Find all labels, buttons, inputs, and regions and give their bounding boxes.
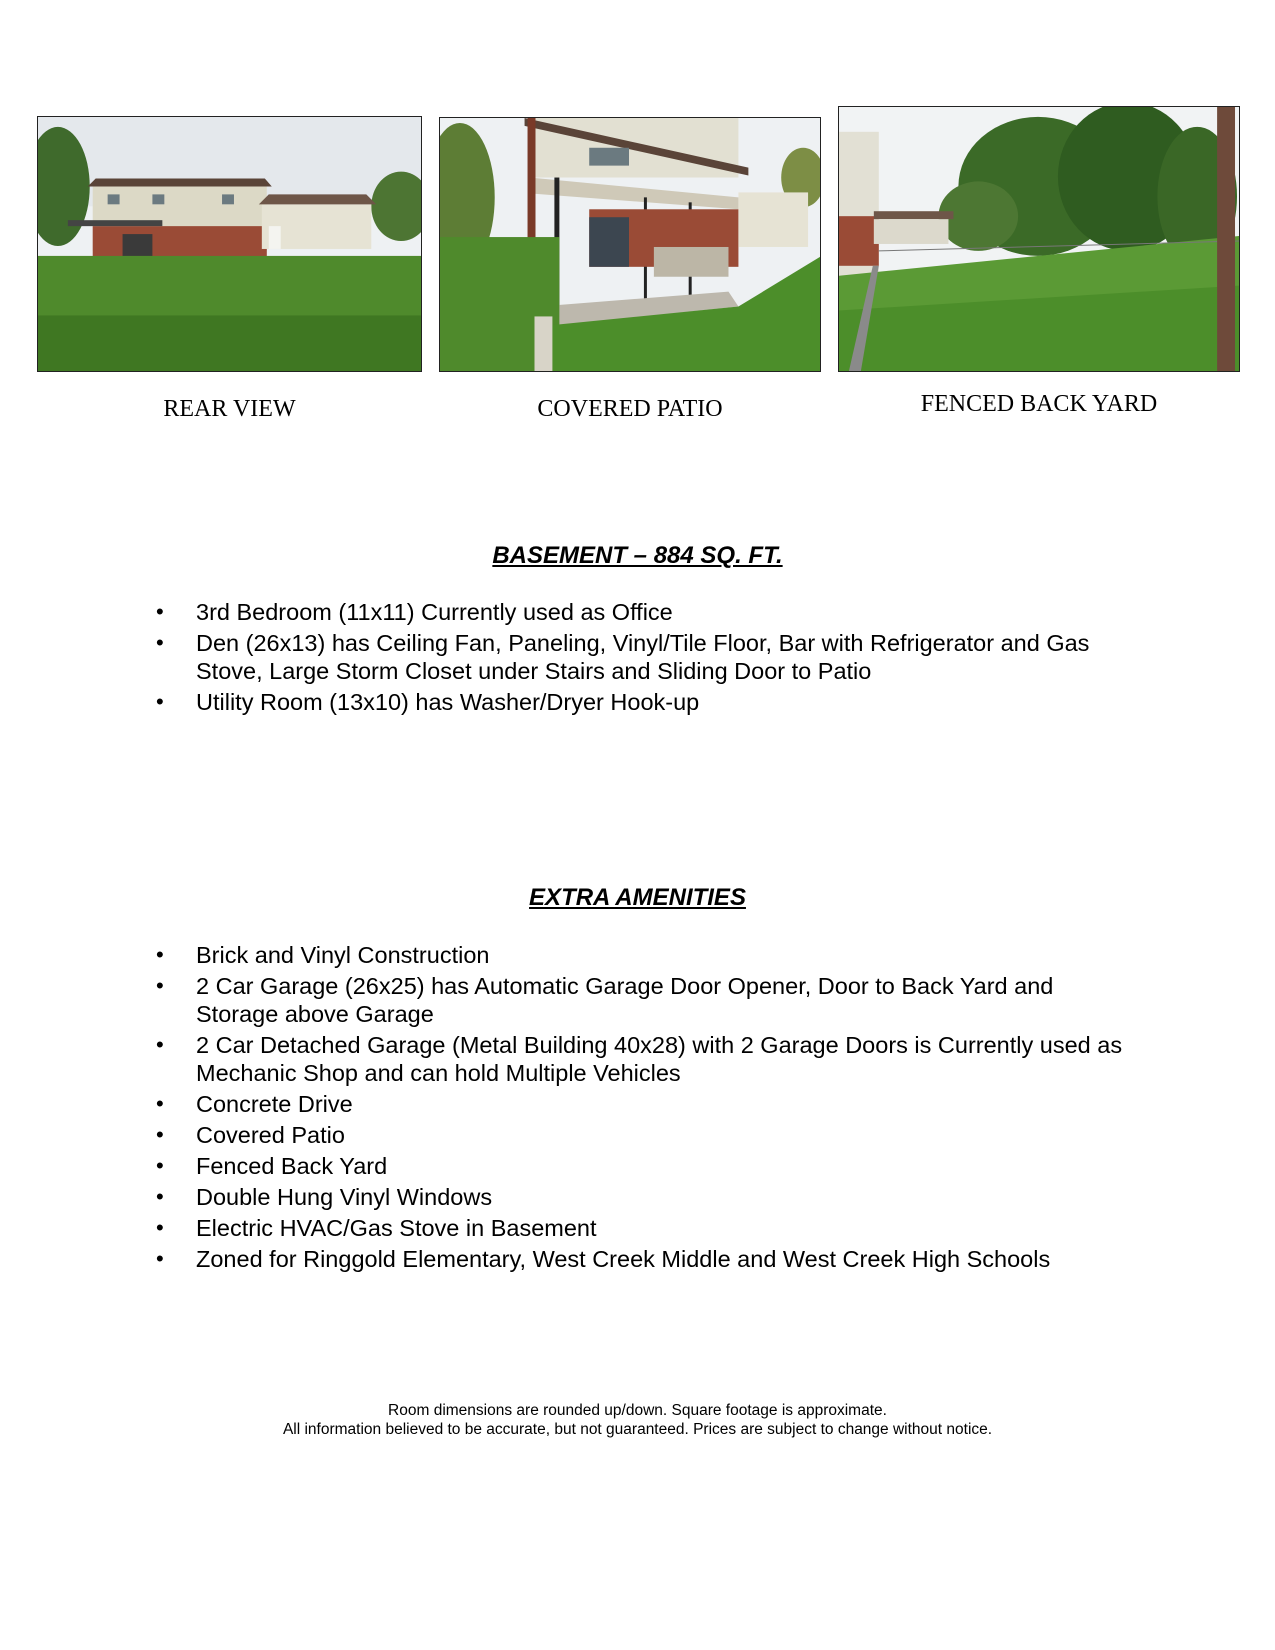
disclaimer-line-1: Room dimensions are rounded up/down. Square footage is approximate. [388,1402,887,1419]
basement-heading: BASEMENT – 884 SQ. FT. [492,542,783,569]
covered-patio-photo [439,117,821,372]
list-item: • Utility Room (13x10) has Washer/Dryer Hook-up [150,688,1140,716]
covered-patio-caption: COVERED PATIO [537,396,723,422]
list-item: • Brick and Vinyl Construction [150,941,1140,969]
basement-list [150,598,1140,719]
list-item: • Zoned for Ringgold Elementary, West Creek Middle and West Creek High Schools [150,1245,1140,1273]
fenced-back-yard-photo [838,106,1240,372]
list-item: • Concrete Drive [150,1090,1140,1118]
rear-view-caption: REAR VIEW [163,396,296,422]
disclaimer-line-2: All information believed to be accurate, but not guaranteed. Prices are subject to change without notice. [282,1421,993,1438]
list-item: • 2 Car Detached Garage (Metal Building 40x28) with 2 Garage Doors is Currently used as Mechanic Shop and can hold Multiple Vehicles [150,1031,1140,1087]
rear-view-photo [37,116,422,372]
list-item: • Double Hung Vinyl Windows [150,1183,1140,1211]
amenities-list [150,941,1140,1276]
list-item: • Fenced Back Yard [150,1152,1140,1180]
list-item: • Electric HVAC/Gas Stove in Basement [150,1214,1140,1242]
list-item: • Den (26x13) has Ceiling Fan, Paneling, Vinyl/Tile Floor, Bar with Refrigerator and Gas Stove, Large Storm Closet under Stairs and Sliding Door to Patio [150,629,1140,685]
extra-amenities-heading: EXTRA AMENITIES [529,884,746,911]
fenced-back-yard-caption: FENCED BACK YARD [920,391,1158,417]
list-item: • 2 Car Garage (26x25) has Automatic Garage Door Opener, Door to Back Yard and Storage above Garage [150,972,1140,1028]
list-item: • 3rd Bedroom (11x11) Currently used as Office [150,598,1140,626]
list-item: • Covered Patio [150,1121,1140,1149]
